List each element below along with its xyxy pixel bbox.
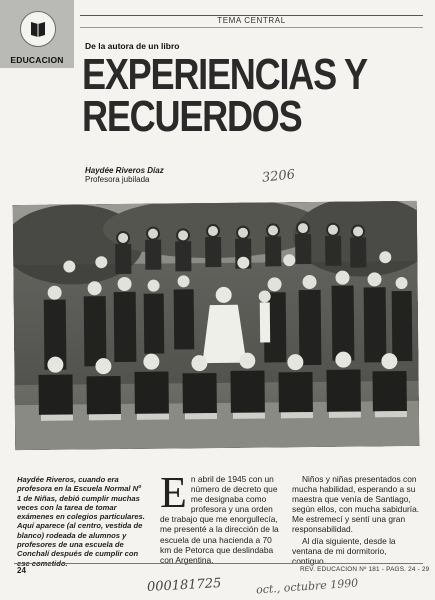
body-column-2 bbox=[292, 474, 420, 567]
body-paragraph-2: Niños y niñas presentados con mucha habilidad, esperando a su maestra que venía de Santiago, según ellos, con mucha sabiduría. Me estremecí y sentí una gran responsabilidad. bbox=[292, 474, 420, 535]
section-title: TEMA CENTRAL bbox=[217, 16, 286, 25]
body-paragraph-1: n abril de 1945 con un número de decreto que me designaba como profesora y una orden de trabajo que me enorgullecía, me presenté a la dirección de la escuela de una hacienda a 70 km de Petorca que deslindaba con Argentina. bbox=[160, 474, 279, 565]
author-name: Haydée Riveros Díaz bbox=[85, 166, 164, 175]
section-emblem bbox=[20, 11, 56, 47]
book-icon bbox=[28, 19, 48, 39]
section-rule bbox=[80, 27, 423, 28]
handwritten-reference: 000181725 bbox=[146, 576, 222, 595]
footer-reference: REV. EDUCACION Nº 181 - PAGS. 24 - 29 bbox=[300, 566, 430, 573]
article-kicker: De la autora de un libro bbox=[85, 41, 180, 51]
group-photo-image bbox=[13, 201, 420, 450]
handwritten-date: oct., octubre 1990 bbox=[255, 576, 359, 597]
body-paragraph-3: Al día siguiente, desde la ventana de mi dormitorio, contiguo bbox=[292, 535, 396, 566]
author-role: Profesora jubilada bbox=[85, 175, 150, 184]
footer-rule bbox=[14, 563, 423, 564]
section-badge-label: EDUCACION bbox=[10, 55, 64, 65]
drop-cap: E bbox=[160, 468, 187, 517]
author-block bbox=[85, 166, 164, 184]
photo-caption: Haydée Riveros, cuando era profesora en la Escuela Normal Nº 1 de Niñas, debió cumplir muchas veces con la tarea de tomar exámenes en colegios particulares. Aquí aparece (al centro, vestida de blanco) rodeada de alumnos y profesores de una escuela de Conchalí después de cumplir con ese cometido. bbox=[17, 475, 145, 568]
headline-line-2: RECUERDOS bbox=[82, 92, 302, 141]
section-badge bbox=[0, 0, 74, 68]
headline-line-1: EXPERIENCIAS Y bbox=[82, 50, 367, 99]
group-photo bbox=[13, 201, 420, 450]
handwritten-code: 3206 bbox=[261, 167, 296, 186]
page-number: 24 bbox=[17, 566, 26, 575]
article-headline bbox=[82, 50, 367, 141]
body-column-1 bbox=[160, 468, 284, 565]
